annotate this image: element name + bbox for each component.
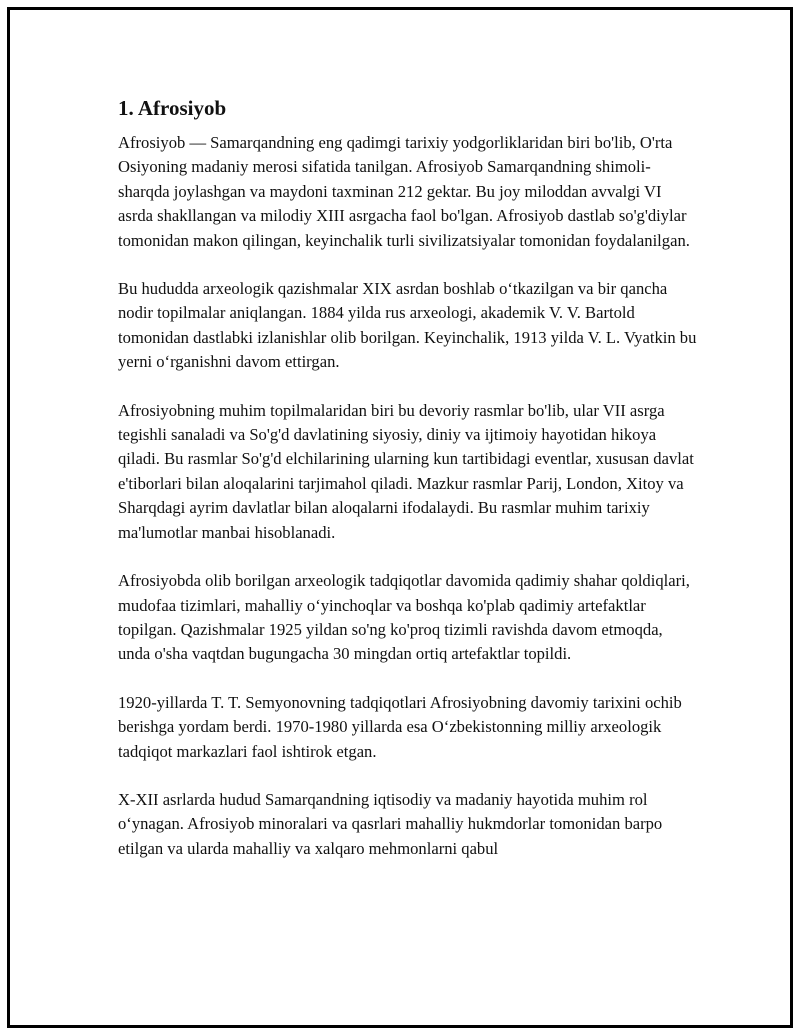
document-content bbox=[118, 94, 698, 885]
document-page bbox=[7, 7, 793, 1028]
paragraph-6: X-XII asrlarda hudud Samarqandning iqtisodiy va madaniy hayotida muhim rol o‘ynagan. Afrosiyob minoralari va qasrlari mahalliy hukmdorlar tomonidan barpo etilgan va ularda mahalliy va xalqaro mehmonlarni qabul bbox=[118, 789, 663, 858]
paragraph-2: Bu hududda arxeologik qazishmalar XIX asrdan boshlab o‘tkazilgan va bir qancha nodir topilmalar aniqlangan. 1884 yilda rus arxeologi, akademik V. V. Bartold tomonidan dastlabki izlanishlar olib borilgan. Keyinchalik, 1913 yilda V. L. Vyatkin bu yerni o‘rganishni davom ettirgan. bbox=[118, 279, 697, 372]
paragraph-5: 1920-yillarda T. T. Semyonovning tadqiqotlari Afrosiyobning davomiy tarixini ochib berishga yordam berdi. 1970-1980 yillarda esa O‘zbekistonning milliy arxeologik tadqiqot markazlari faol ishtirok etgan. bbox=[118, 692, 682, 761]
paragraph-1: Afrosiyob — Samarqandning eng qadimgi tarixiy yodgorliklaridan biri bo'lib, O'rta Osiyoning madaniy merosi sifatida tanilgan. Afrosiyob Samarqandning shimoli-sharqda joylashgan va maydoni taxminan 212 gektar. Bu joy miloddan avvalgi VI asrda shakllangan va milodiy XIII asrgacha faol bo'lgan. Afrosiyob dastlab so'g'diylar tomonidan makon qilingan, keyinchalik turli sivilizatsiyalar tomonidan foydalanilgan. bbox=[118, 133, 690, 250]
section-heading: 1. Afrosiyob bbox=[118, 96, 227, 120]
paragraph-3: Afrosiyobning muhim topilmalaridan biri bu devoriy rasmlar bo'lib, ular VII asrga tegishli sanaladi va So'g'd davlatining siyosiy, diniy va ijtimoiy hayotidan hikoya qiladi. Bu rasmlar So'g'd elchilarining ularning kun tartibidagi eventlar, xususan davlat e'tiborlari bilan aloqalarini tarjimahol qiladi. Mazkur rasmlar Parij, London, Xitoy va Sharqdagi ayrim davlatlar bilan aloqalarni ifodalaydi. Bu rasmlar muhim tarixiy ma'lumotlar manbai hisoblanadi. bbox=[118, 400, 694, 542]
paragraph-4: Afrosiyobda olib borilgan arxeologik tadqiqotlar davomida qadimiy shahar qoldiqlari, mudofaa tizimlari, mahalliy o‘yinchoqlar va boshqa ko'plab qadimiy artefaktlar topilgan. Qazishmalar 1925 yildan so'ng ko'proq tizimli ravishda davom etmoqda, unda o'sha vaqtdan bugungacha 30 mingdan ortiq artefaktlar topildi. bbox=[118, 571, 690, 664]
